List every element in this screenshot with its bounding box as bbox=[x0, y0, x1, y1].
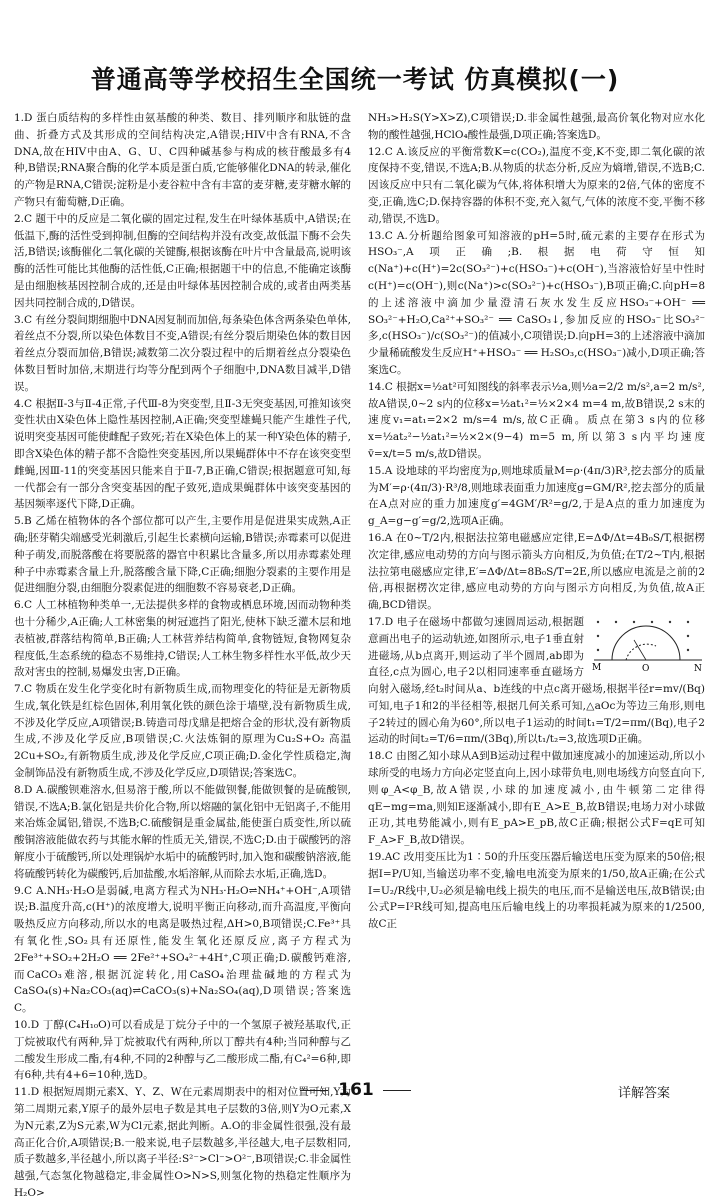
answer-19: 19.AC 改用变压比为1∶50的升压变压器后输送电压变为原来的50倍;根据I=P/U知,当输送功率不变,输电电流变为原来的1/50,故A正确;在公式I=U₂/R线中,U₂必须是输电线上损失的电压,而不是输送电压,故B错误;由公式P=I²R线可知,提高电压后输电线上的功率损耗减为原来的1/2500,故C正 bbox=[368, 851, 705, 931]
answer-6: 6.C 人工林植物种类单一,无法提供多样的食物或栖息环境,因而动物种类也十分稀少,A正确;人工林密集的树冠遮挡了阳光,使林下缺乏灌木层和地表植被,群落结构简单,B正确;人工林营养结构简单,食物链短,食物网复杂程度低,生态系统的稳态不易维持,C错误;人工林生物多样性水平低,故少天敌对害虫的控制,易爆发虫害,D正确。 bbox=[14, 599, 351, 679]
answer-11: 11.D 根据短周期元素X、Y、Z、W在元素周期表中的相对位置可知,Y为第二周期元素,Y原子的最外层电子数是其电子层数的3倍,则Y为O元素,X为N元素,Z为S元素,W为Cl元素,据此判断。A.O的非金属性很强,没有最高正化合价,A项错误;B.一般来说,电子层数越多,半径越大,电子层数相同,质子数越多,半径越小,所以离子半径:S²⁻>Cl⁻>O²⁻,B项错误;C.非金属性越强,气态氢化物越稳定,非金属性O>N>S,则氢化物的热稳定性顺序为H₂O> bbox=[14, 1086, 351, 1199]
answer-12: 12.C A.该反应的平衡常数K=c(CO₂),温度不变,K不变,即二氧化碳的浓度保持不变,错误,不选A;B.从物质的状态分析,反应为熵增,错误,不选B;C.因该反应中只有二氧化碳为气体,将体积增大为原来的2倍,气体的密度不变,正确,选C;D.保持容器的体积不变,充入氦气,气体的浓度不变,平衡不移动,错误,不选D。 bbox=[368, 145, 705, 225]
page-title: 普通高等学校招生全国统一考试 仿真模拟(一) bbox=[90, 65, 620, 94]
radius-line bbox=[634, 640, 646, 660]
electron-1-path bbox=[612, 626, 680, 660]
label-m: M bbox=[592, 662, 602, 673]
answer-7: 7.C 物质在发生化学变化时有新物质生成,而物理变化的特征是无新物质生成,氧化铁是红棕色固体,利用氧化铁的颜色涂于墙壁,没有新物质生成,不涉及化学反应,A项错误;B.铸造司母戊鼎是把熔合金的形状,没有新物质生成,不涉及化学反应,B项错误;C.火法炼铜的原理为Cu₂S+O₂ 高温 2Cu+SO₂,有新物质生成,涉及化学反应,C项正确;D.金化学性质稳定,淘金制饰品没有新物质生成,不涉及化学反应,D项错误;答案选C。 bbox=[14, 683, 351, 780]
answer-5: 5.B 乙烯在植物体的各个部位都可以产生,主要作用是促进果实成熟,A正确;胚芽鞘尖端感受光刺激后,引起生长素横向运输,B错误;赤霉素可以促进种子萌发,而脱落酸在将要脱落的器官中积累比含量多,所以用赤霉素处理种子中赤霉素含量上升,脱落酸含量下降,C正确;细胞分裂素的主要作用是促进细胞分裂,由细胞分裂素促进的细胞数不容易衰老,D正确。 bbox=[14, 515, 351, 595]
answer-13: 13.C A.分析题给图象可知溶液的pH=5时,硫元素的主要存在形式为HSO₃⁻,A项正确;B.根据电荷守恒知c(Na⁺)+c(H⁺)=2c(SO₃²⁻)+c(HSO₃⁻)+c(OH⁻),当溶液恰好呈中性时c(H⁺)=c(OH⁻),则c(Na⁺)>c(SO₃²⁻)+c(HSO₃⁻),B项正确;C.向pH=8的上述溶液中滴加少量澄清石灰水发生反应HSO₃⁻+OH⁻ ══ SO₃²⁻+H₂O,Ca²⁺+SO₃²⁻ ══ CaSO₃↓,参加反应的HSO₃⁻比SO₃²⁻多,c(HSO₃⁻)/c(SO₃²⁻)的值减小,C项错误;D.向pH=3的上述溶液中滴加少量稀硫酸发生反应H⁺+HSO₃⁻ ══ H₂SO₃,c(HSO₃⁻)减小,D项正确;答案选C。 bbox=[368, 229, 705, 376]
answer-10: 10.D 丁醇(C₄H₁₀O)可以看成是丁烷分子中的一个氢原子被羟基取代,正丁烷被取代有两种,异丁烷被取代有两种,所以丁醇共有4种;当同种醇与乙二酸发生形成二酯,有4种,不同的2种醇与乙二酸形成二酯,有C₄²=6种,即有6种,共有4+6=10种,选D。 bbox=[14, 1019, 351, 1082]
footer-rule-left bbox=[300, 1090, 328, 1091]
answer-9: 9.C A.NH₃·H₂O是弱碱,电离方程式为NH₃·H₂O⇌NH₄⁺+OH⁻,A项错误;B.温度升高,c(H⁺)的浓度增大,说明平衡正向移动,而升高温度,平衡向吸热反应方向移动,所以水的电离是吸热过程,ΔH>0,B项错误;C.Fe³⁺具有氧化性,SO₂具有还原性,能发生氧化还原反应,离子方程式为2Fe³⁺+SO₂+2H₂O ══ 2Fe²⁺+SO₄²⁻+4H⁺,C项正确;D.碳酸钙难溶,而CaCO₃难溶,根据沉淀转化,用CaSO₄治理盐碱地的方程式为CaSO₄(s)+Na₂CO₃(aq)⇌CaCO₃(s)+Na₂SO₄(aq),D项错误;答案选C。 bbox=[14, 884, 351, 1015]
left-column bbox=[14, 110, 351, 1199]
right-column bbox=[368, 110, 705, 1078]
answer-8: 8.D A.碳酸钡难溶水,但易溶于酸,所以不能做钡餐,能做钡餐的是硫酸钡,错误,不选A;B.氯化铝是共价化合物,所以熔融的氯化铝中无铝离子,不能用来冶炼金属铝,错误,不选B;C.硫酸铜是重金属盐,能使蛋白质变性,所以硫酸铜溶液能做农药与其能水解的性质无关,错误,不选C;D.由于碳酸钙的溶解度小于硫酸钙,所以处理锅炉水垢中的硫酸钙时,加入饱和碳酸钠溶液,能将硫酸钙转化为碳酸钙,后加盐酸,水垢溶解,从而除去水垢,正确,选D。 bbox=[14, 783, 351, 880]
answer-17: 17.D 电子在磁场中都做匀速圆周运动,根据题意画出电子的运动轨迹,如图所示,电子1垂直射进磁场,从b点离开,则运动了半个圆周,ab即为直径,c点为圆心,电子2以相同速率垂直磁场方向射入磁场,经t₂时间从a、b连线的中点c离开磁场,根据半径r=mv/(Bq)可知,电子1和2的半径相等,根据几何关系可知,△aOc为等边三角形,则电子2转过的圆心角为60°,所以电子1运动的时间t₁=T/2=πm/(Bq),电子2运动的时间t₂=T/6=πm/(3Bq),所以t₁/t₂=3,故选项D正确。 bbox=[368, 615, 705, 746]
field-dots bbox=[597, 621, 689, 651]
answer-18: 18.C 由图乙知小球从A到B运动过程中做加速度减小的加速运动,所以小球所受的电场力方向必定竖直向上,因小球带负电,则电场线方向竖直向下,则φ_A<φ_B,故A错误,小球的加速度减小,由牛顿第二定律得qE−mg=ma,则知E逐渐减小,即有E_A>E_B,故B错误;电场力对小球做正功,其电势能减小,则有E_pA>E_pB,故C正确;根据公式F=qE可知F_A>F_B,故D错误。 bbox=[368, 750, 705, 847]
answer-2: 2.C 题干中的反应是二氧化碳的固定过程,发生在叶绿体基质中,A错误;在低温下,酶的活性受到抑制,但酶的空间结构并没有改变,故低温下酶不会失活,B错误;该酶催化二氧化碳的关键酶,根据该酶在叶片中含量最高,说明该酶的活性可能比其他酶的活性低,C正确;根据题干中的信息,不能确定该酶是由细胞核基因控制合成的,还是由叶绿体基因控制合成的,或者由两类基因共同控制合成的,D错误。 bbox=[14, 212, 351, 309]
answer-3: 3.C 有丝分裂间期细胞中DNA因复制而加倍,每条染色体含两条染色单体,着丝点不分裂,所以染色体数目不变,A错误;有丝分裂后期染色体的数目因着丝点分裂而加倍,B错误;减数第二次分裂过程中的后期着丝点分裂染色体数目暂时加倍,末期进行均等分配到两个子细胞中,DNA数目减半,D错误。 bbox=[14, 313, 351, 393]
answer-4: 4.C 根据Ⅱ-3与Ⅱ-4正常,子代Ⅲ-8为突变型,且Ⅱ-3无突变基因,可推知该突变性状由X染色体上隐性基因控制,A正确;突变型雄蝇只能产生雄性子代,说明突变基因可能使雌配子致死;若在X染色体上的某一种Y染色体的精子,即含X染色体的精子都不含隐性突变基因,所以果蝇群体中不存在该突变型雌蝇,因Ⅲ-11的突变基因只能来自于Ⅱ-7,B正确,C错误;根据题意可知,每一代都会有一部分含突变基因的配子致死,造成果蝇群体中该突变基因的基因频率逐代下降,D正确。 bbox=[14, 397, 351, 511]
answer-1: 1.D 蛋白质结构的多样性由氨基酸的种类、数目、排列顺序和肽链的盘曲、折叠方式及其形成的空间结构决定,A错误;HIV中含有RNA,不含DNA,故在HIV中由A、G、U、C四种碱基参与构成的核苷酸最多有4种,B错误;RNA聚合酶的化学本质是蛋白质,它能够催化DNA的转录,催化的产物是RNA,C错误;淀粉是小麦谷粒中含有丰富的麦芽糖,麦芽糖水解的产物只有葡萄糖,D正确。 bbox=[14, 112, 351, 208]
answer-14: 14.C 根据x=½at²可知图线的斜率表示½a,则½a=2/2 m/s²,a=2 m/s²,故A错误,0~2 s内的位移x=½at₁²=½×2×4 m=4 m,故B错误,2 s末的速度v₁=at₁=2×2 m/s=4 m/s,故C正确。质点在第3 s内的位移x=½at₂²−½at₁²=½×2×(9−4) m=5 m,所以第3 s内平均速度v̄=x/t=5 m/s,故D错误。 bbox=[368, 380, 705, 460]
answer-16: 16.A 在0~T/2内,根据法拉第电磁感应定律,E=ΔΦ/Δt=4B₀S/T,根据楞次定律,感应电动势的方向与图示箭头方向相反,为负值;在T/2~T内,根据法拉第电磁感应定律,E′=ΔΦ/Δt=8B₀S/T=2E,所以感应电流是之前的2倍,再根据楞次定律,感应电动势的方向与图示方向相反,为负值,故A正确,BCD错误。 bbox=[368, 531, 705, 612]
trajectory-diagram bbox=[590, 616, 705, 674]
footer-rule-right bbox=[383, 1090, 411, 1091]
answer-11-continued: NH₃>H₂S(Y>X>Z),C项错误;D.非金属性越强,最高价氧化物对应水化物的酸性越强,HClO₄酸性最强,D项正确;答案选D。 bbox=[368, 112, 705, 141]
label-n: N bbox=[694, 663, 702, 674]
label-o: O bbox=[642, 663, 650, 674]
page-number: 161 bbox=[338, 1080, 374, 1100]
footer-label: 详解答案 bbox=[618, 1086, 671, 1101]
answer-15: 15.A 设地球的平均密度为ρ,则地球质量M=ρ·(4π/3)R³,挖去部分的质量为M′=ρ·(4π/3)·R³/8,则地球表面重力加速度g=GM/R²,挖去部分的质量在A点对应的重力加速度g′=4GM′/R²=g/2,于是A点的重力加速度为g_A=g−g′=g/2,选项A正确。 bbox=[368, 464, 705, 528]
magnetic-field-figure bbox=[590, 616, 705, 674]
